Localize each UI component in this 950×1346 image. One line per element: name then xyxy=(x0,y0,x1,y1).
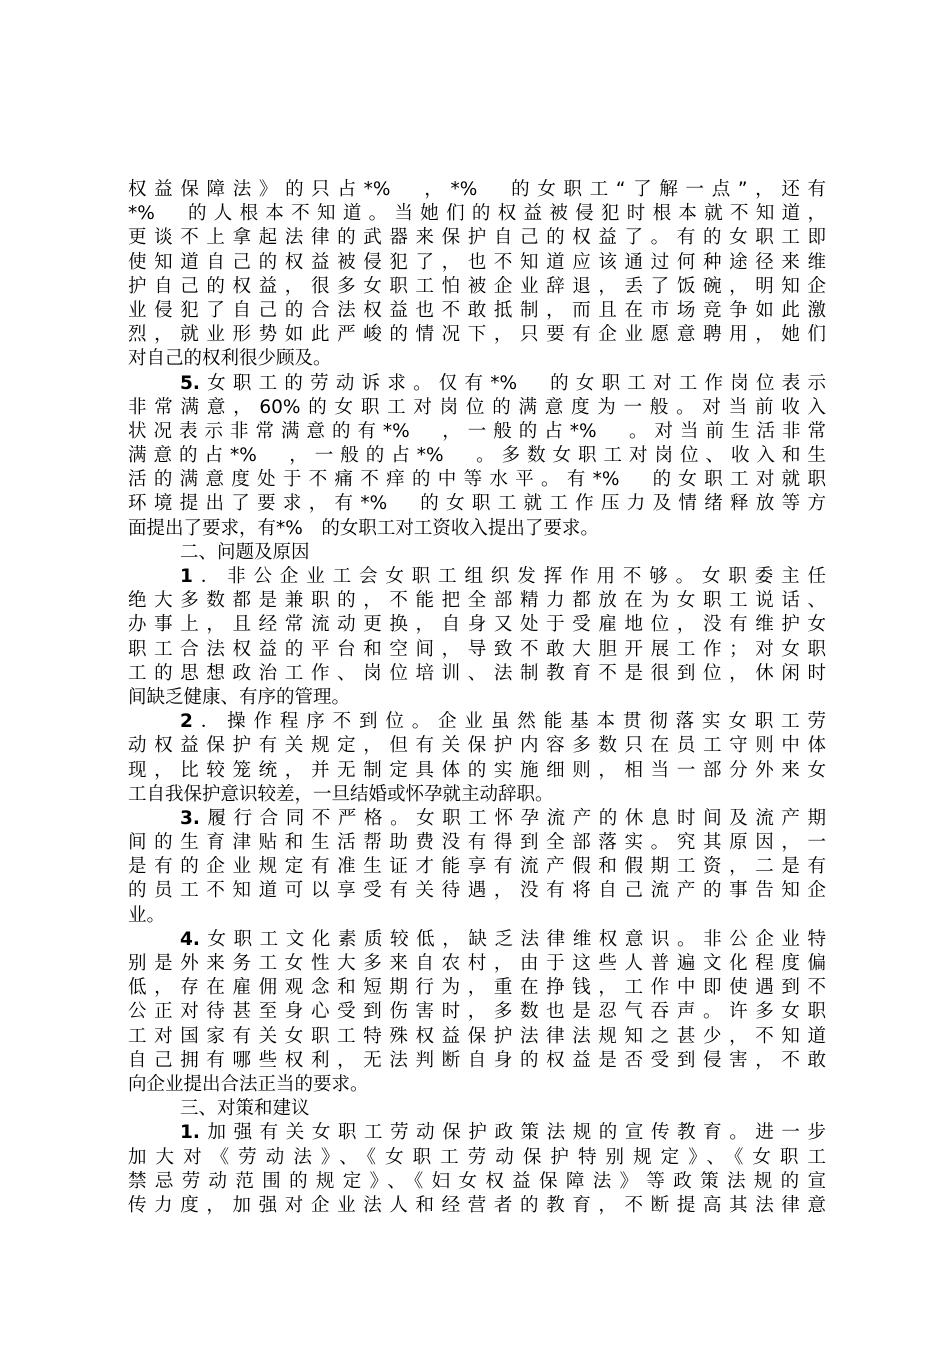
line-text: 自己拥有哪些权利，无法判断自身的权益是否受到侵害，不敢 xyxy=(128,1049,826,1071)
line-text: 状况表示非常满意的有*% ，一般的占*% 。对当前生活非常 xyxy=(128,420,826,442)
text-line xyxy=(128,396,826,420)
text-line xyxy=(128,517,826,541)
line-text: 是有的企业规定有准生证才能享有流产假和假期工资，二是有 xyxy=(128,856,826,878)
line-text: 女职工的劳动诉求。仅有*% 的女职工对工作岗位表示 xyxy=(199,372,826,394)
text-line xyxy=(128,613,826,637)
item-number: 4. xyxy=(180,928,200,950)
line-text: 向企业提出合法正当的要求。 xyxy=(128,1073,369,1095)
text-line xyxy=(128,251,826,275)
line-text: 环境提出了要求，有*% 的女职工就工作压力及情绪释放等方 xyxy=(128,493,826,515)
text-line xyxy=(128,444,826,468)
line-text: 对自己的权利很少顾及。 xyxy=(128,348,332,370)
line-text: 二、问题及原因 xyxy=(180,541,310,563)
line-text: 加强有关女职工劳动保护政策法规的宣传教育。进一步 xyxy=(199,1122,826,1144)
line-text: 面提出了要求，有*% 的女职工对工资收入提出了要求。 xyxy=(128,517,599,539)
text-line xyxy=(128,468,826,492)
line-text: 权益保障法》的只占*% ，*% 的女职工“了解一点”，还有 xyxy=(128,179,826,200)
section-heading xyxy=(128,1097,826,1121)
text-line xyxy=(128,759,826,783)
line-text: 活的满意度处于不痛不痒的中等水平。有*% 的女职工对就职 xyxy=(128,469,826,491)
text-line xyxy=(128,1025,826,1049)
text-line xyxy=(128,879,826,903)
line-text: 间缺乏健康、有序的管理。 xyxy=(128,686,351,708)
section-heading xyxy=(128,541,826,565)
text-line xyxy=(128,783,826,807)
text-line xyxy=(128,1073,826,1097)
text-line xyxy=(128,1170,826,1194)
item-number: 2 xyxy=(180,711,193,733)
line-text: 工的思想政治工作、岗位培训、法制教育不是很到位，休闲时 xyxy=(128,662,826,684)
text-line xyxy=(128,831,826,855)
text-line xyxy=(128,347,826,371)
line-text: 使知道自己的权益被侵犯了，也不知道应该通过何种途径来维 xyxy=(128,251,826,273)
text-line xyxy=(128,1000,826,1024)
line-text: 禁忌劳动范围的规定》、《妇女权益保障法》等政策法规的宣 xyxy=(128,1170,826,1192)
text-line xyxy=(128,202,826,226)
line-text: 办事上，且经常流动更换，自身又处于受雇地位，没有维护女 xyxy=(128,614,826,636)
text-line xyxy=(128,589,826,613)
line-text: 履行合同不严格。女职工怀孕流产的休息时间及流产期 xyxy=(199,807,826,829)
text-line xyxy=(128,226,826,250)
line-text: 护自己的权益，很多女职工怕被企业辞退，丢了饭碗，明知企 xyxy=(128,275,826,297)
text-line xyxy=(128,662,826,686)
text-line xyxy=(128,976,826,1000)
item-number: 1 xyxy=(180,566,193,587)
item-number: 1. xyxy=(180,1122,200,1144)
text-line xyxy=(128,1049,826,1073)
document-body xyxy=(128,178,826,1218)
line-text: ．非公企业工会女职工组织发挥作用不够。女职委主任 xyxy=(192,566,826,587)
item-number: 3. xyxy=(180,807,200,829)
line-text: 更谈不上拿起法律的武器来保护自己的权益了。有的女职工即 xyxy=(128,227,826,249)
text-line xyxy=(128,855,826,879)
line-text: 非常满意，60%的女职工对岗位的满意度为一般。对当前收入 xyxy=(128,396,826,418)
line-text: 动权益保护有关规定，但有关保护内容多数只在员工守则中体 xyxy=(128,735,826,757)
line-text: 女职工文化素质较低，缺乏法律维权意识。非公企业特 xyxy=(199,928,826,950)
line-text: 间的生育津贴和生活帮助费没有得到全部落实。究其原因，一 xyxy=(128,832,826,854)
line-text: 烈，就业形势如此严峻的情况下，只要有企业愿意聘用，她们 xyxy=(128,324,826,346)
text-line xyxy=(128,565,826,589)
text-line xyxy=(128,904,826,928)
line-text: 业侵犯了自己的合法权益也不敢抵制，而且在市场竞争如此激 xyxy=(128,299,826,321)
text-line xyxy=(128,952,826,976)
text-line xyxy=(128,928,826,952)
text-line xyxy=(128,1121,826,1145)
line-text: 低，存在雇佣观念和短期行为，重在挣钱，工作中即使遇到不 xyxy=(128,977,826,999)
text-line xyxy=(128,638,826,662)
line-text: 职工合法权益的平台和空间，导致不敢大胆开展工作；对女职 xyxy=(128,638,826,660)
line-text: 别是外来务工女性大多来自农村，由于这些人普遍文化程度偏 xyxy=(128,953,826,974)
line-text: 现，比较笼统，并无制定具体的实施细则，相当一部分外来女 xyxy=(128,759,826,781)
text-line xyxy=(128,710,826,734)
text-line xyxy=(128,807,826,831)
line-text: 的员工不知道可以享受有关待遇，没有将自己流产的事告知企 xyxy=(128,880,826,902)
text-line xyxy=(128,686,826,710)
line-text: 工自我保护意识较差，一旦结婚或怀孕就主动辞职。 xyxy=(128,783,554,805)
text-line xyxy=(128,299,826,323)
line-text: 满意的占*% ，一般的占*% 。多数女职工对岗位、收入和生 xyxy=(128,445,826,467)
line-text: 工对国家有关女职工特殊权益保护法律法规知之甚少，不知道 xyxy=(128,1025,826,1047)
text-line xyxy=(128,420,826,444)
text-line xyxy=(128,275,826,299)
line-text: 公正对待甚至身心受到伤害时，多数也是忍气吞声。许多女职 xyxy=(128,1001,826,1023)
text-line xyxy=(128,323,826,347)
text-line xyxy=(128,178,826,202)
line-text: ．操作程序不到位。企业虽然能基本贯彻落实女职工劳 xyxy=(192,711,826,733)
text-line xyxy=(128,1146,826,1170)
line-text: 传力度，加强对企业法人和经营者的教育，不断提高其法律意 xyxy=(128,1194,826,1216)
line-text: 加大对《劳动法》、《女职工劳动保护特别规定》、《女职工 xyxy=(128,1146,826,1168)
line-text: 业。 xyxy=(128,904,166,926)
text-line xyxy=(128,492,826,516)
item-number: 5. xyxy=(180,372,200,394)
line-text: 三、对策和建议 xyxy=(180,1098,310,1120)
text-line xyxy=(128,1194,826,1218)
text-line xyxy=(128,372,826,396)
text-line xyxy=(128,734,826,758)
line-text: 绝大多数都是兼职的，不能把全部精力都放在为女职工说话、 xyxy=(128,590,826,612)
line-text: *% 的人根本不知道。当她们的权益被侵犯时根本就不知道， xyxy=(128,203,826,225)
